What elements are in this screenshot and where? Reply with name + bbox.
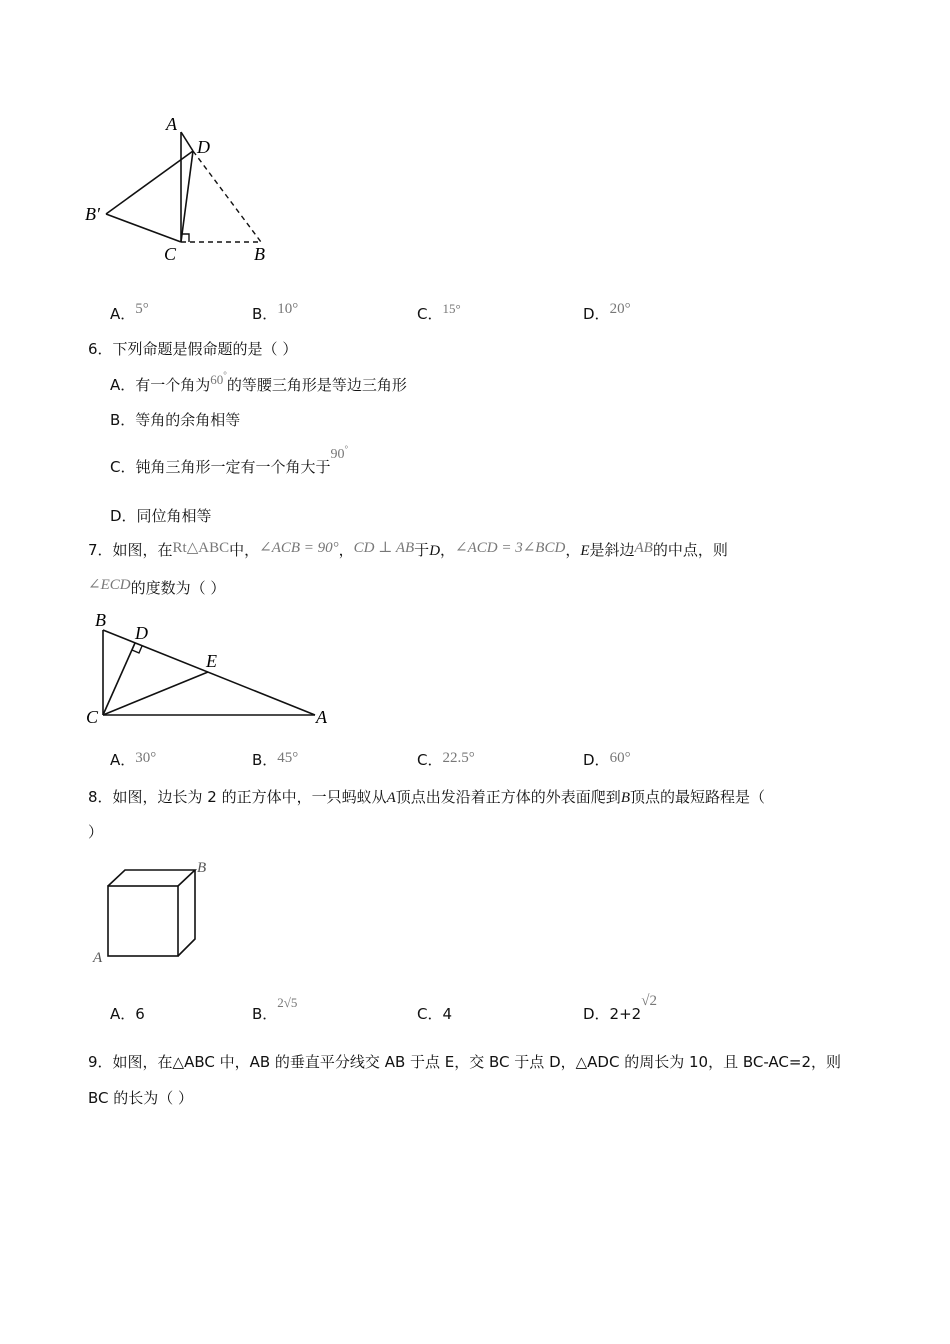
q8-stem-1: 8．如图，边长为 2 的正方体中，一只蚂蚁从 — [88, 788, 387, 806]
q5-label-D: D — [197, 137, 210, 157]
q7-figure — [80, 608, 340, 733]
q6-option-a-sup: ° — [223, 370, 227, 380]
q5-label-Bprime: B′ — [85, 204, 100, 224]
q7-rt-abc: Rt△ABC — [172, 540, 230, 556]
q7-option-c[interactable] — [417, 750, 475, 771]
q5-option-c-letter: C． — [417, 305, 443, 323]
q7-stem-2: 中， — [229, 541, 260, 559]
q8-cube-top-face — [108, 870, 195, 886]
q5-option-c[interactable] — [417, 301, 461, 325]
q5-option-b-letter: B． — [252, 305, 278, 323]
q5-option-a[interactable] — [110, 301, 149, 325]
q5-segment-BpD — [106, 151, 193, 214]
q6-option-c[interactable] — [110, 444, 349, 479]
q5-label-C: C — [164, 244, 177, 264]
q5-figure — [80, 108, 280, 268]
q5-segment-AD — [181, 132, 193, 151]
q5-label-B: B — [254, 244, 265, 264]
q5-option-d-value: 20° — [609, 301, 631, 317]
q7-stem-1: 7．如图，在 — [88, 541, 173, 559]
q8-stem-line2: ） — [88, 823, 104, 841]
q7-option-d[interactable] — [583, 750, 631, 771]
q5-segment-DC — [181, 151, 193, 242]
q8-option-d-text: D．2+2 — [583, 1005, 642, 1023]
q6-option-c-sup: ° — [344, 444, 349, 454]
q7-option-c-value: 22.5° — [442, 750, 475, 766]
q7-comma-1: ， — [338, 541, 354, 559]
q5-option-b-value: 10° — [277, 301, 299, 317]
q7-stem-5: 的中点，则 — [652, 541, 728, 559]
q6-option-d[interactable]: D．同位角相等 — [110, 507, 212, 525]
q9-stem-line2: BC 的长为（ ） — [88, 1089, 194, 1107]
q7-stem-3: 于 — [414, 541, 430, 559]
q7-option-a-letter: A． — [110, 751, 136, 769]
q9-stem-line1: 9．如图，在△ABC 中，AB 的垂直平分线交 AB 于点 E，交 BC 于点 D，△ADC 的周长为 10，且 BC-AC=2，则 — [88, 1053, 841, 1071]
q8-stem-2: 顶点出发沿着正方体的外表面爬到 — [395, 788, 621, 806]
q7-option-c-letter: C． — [417, 751, 443, 769]
q7-option-a[interactable] — [110, 750, 156, 771]
q8-option-b-value: 2√5 — [277, 995, 298, 1010]
q5-option-b[interactable] — [252, 301, 299, 325]
q8-label-A: A — [93, 950, 103, 966]
q7-option-a-value: 30° — [135, 750, 157, 766]
q8-option-c[interactable]: C．4 — [417, 1005, 453, 1023]
q8-point-b: B — [620, 790, 630, 806]
q7-point-d: D — [429, 543, 441, 559]
q7-angle-acb: ∠ACB = 90° — [259, 540, 339, 556]
q7-option-b-value: 45° — [277, 750, 299, 766]
q7-cd-perp-ab: CD ⊥ AB — [353, 540, 415, 556]
q5-option-c-value: 15° — [442, 301, 461, 316]
q6-option-c-math: 90 — [330, 447, 345, 462]
q8-cube-figure — [85, 855, 225, 970]
q5-option-d-letter: D． — [583, 305, 610, 323]
q7-label-A: A — [316, 707, 327, 727]
q5-option-d[interactable] — [583, 301, 631, 325]
q8-option-b-letter: B． — [252, 1005, 278, 1023]
q7-stem-line1 — [88, 540, 728, 561]
q6-option-a[interactable] — [110, 370, 407, 397]
q6-stem: 6．下列命题是假命题的是（ ） — [88, 340, 298, 358]
q7-label-E: E — [206, 651, 217, 671]
q7-angle-relation: ∠ACD = 3∠BCD — [455, 540, 566, 556]
q5-segment-BpC — [106, 214, 181, 242]
q7-label-D: D — [135, 623, 148, 643]
q7-angle-ecd: ∠ECD — [88, 577, 131, 593]
q7-option-b-letter: B． — [252, 751, 278, 769]
q6-option-a-post: 的等腰三角形是等边三角形 — [226, 376, 407, 394]
q7-stem-4: 是斜边 — [589, 541, 635, 559]
q8-option-a[interactable]: A．6 — [110, 1005, 145, 1023]
q6-option-a-math: 60 — [210, 372, 224, 387]
q7-stem-line2 — [88, 578, 225, 599]
q7-point-e: E — [580, 543, 590, 559]
q7-segment-ab: AB — [634, 540, 653, 556]
q7-comma-2: ， — [440, 541, 456, 559]
q7-option-d-value: 60° — [609, 750, 631, 766]
q8-label-B: B — [197, 860, 207, 876]
q7-label-C: C — [86, 707, 99, 727]
q7-option-d-letter: D． — [583, 751, 610, 769]
q8-option-d[interactable] — [583, 993, 657, 1025]
q5-dashed-DB — [193, 151, 261, 242]
q6-option-b[interactable]: B．等角的余角相等 — [110, 411, 241, 429]
q8-cube-front-face — [108, 886, 178, 956]
q5-label-A: A — [166, 114, 177, 134]
q8-option-d-math: √2 — [641, 993, 657, 1009]
q8-stem-line1 — [88, 787, 765, 808]
q8-stem-3: 顶点的最短路程是（ — [629, 788, 765, 806]
q7-comma-3: ， — [565, 541, 581, 559]
q5-option-a-value: 5° — [135, 301, 149, 317]
q7-stem-6: 的度数为（ ） — [130, 579, 226, 597]
q5-option-a-letter: A． — [110, 305, 136, 323]
q7-label-B: B — [95, 610, 106, 630]
q6-option-c-pre: C．钝角三角形一定有一个角大于 — [110, 458, 331, 476]
q6-option-a-pre: A．有一个角为 — [110, 376, 211, 394]
q7-option-b[interactable] — [252, 750, 298, 771]
q8-point-a: A — [386, 790, 396, 806]
q8-option-b[interactable] — [252, 995, 298, 1025]
